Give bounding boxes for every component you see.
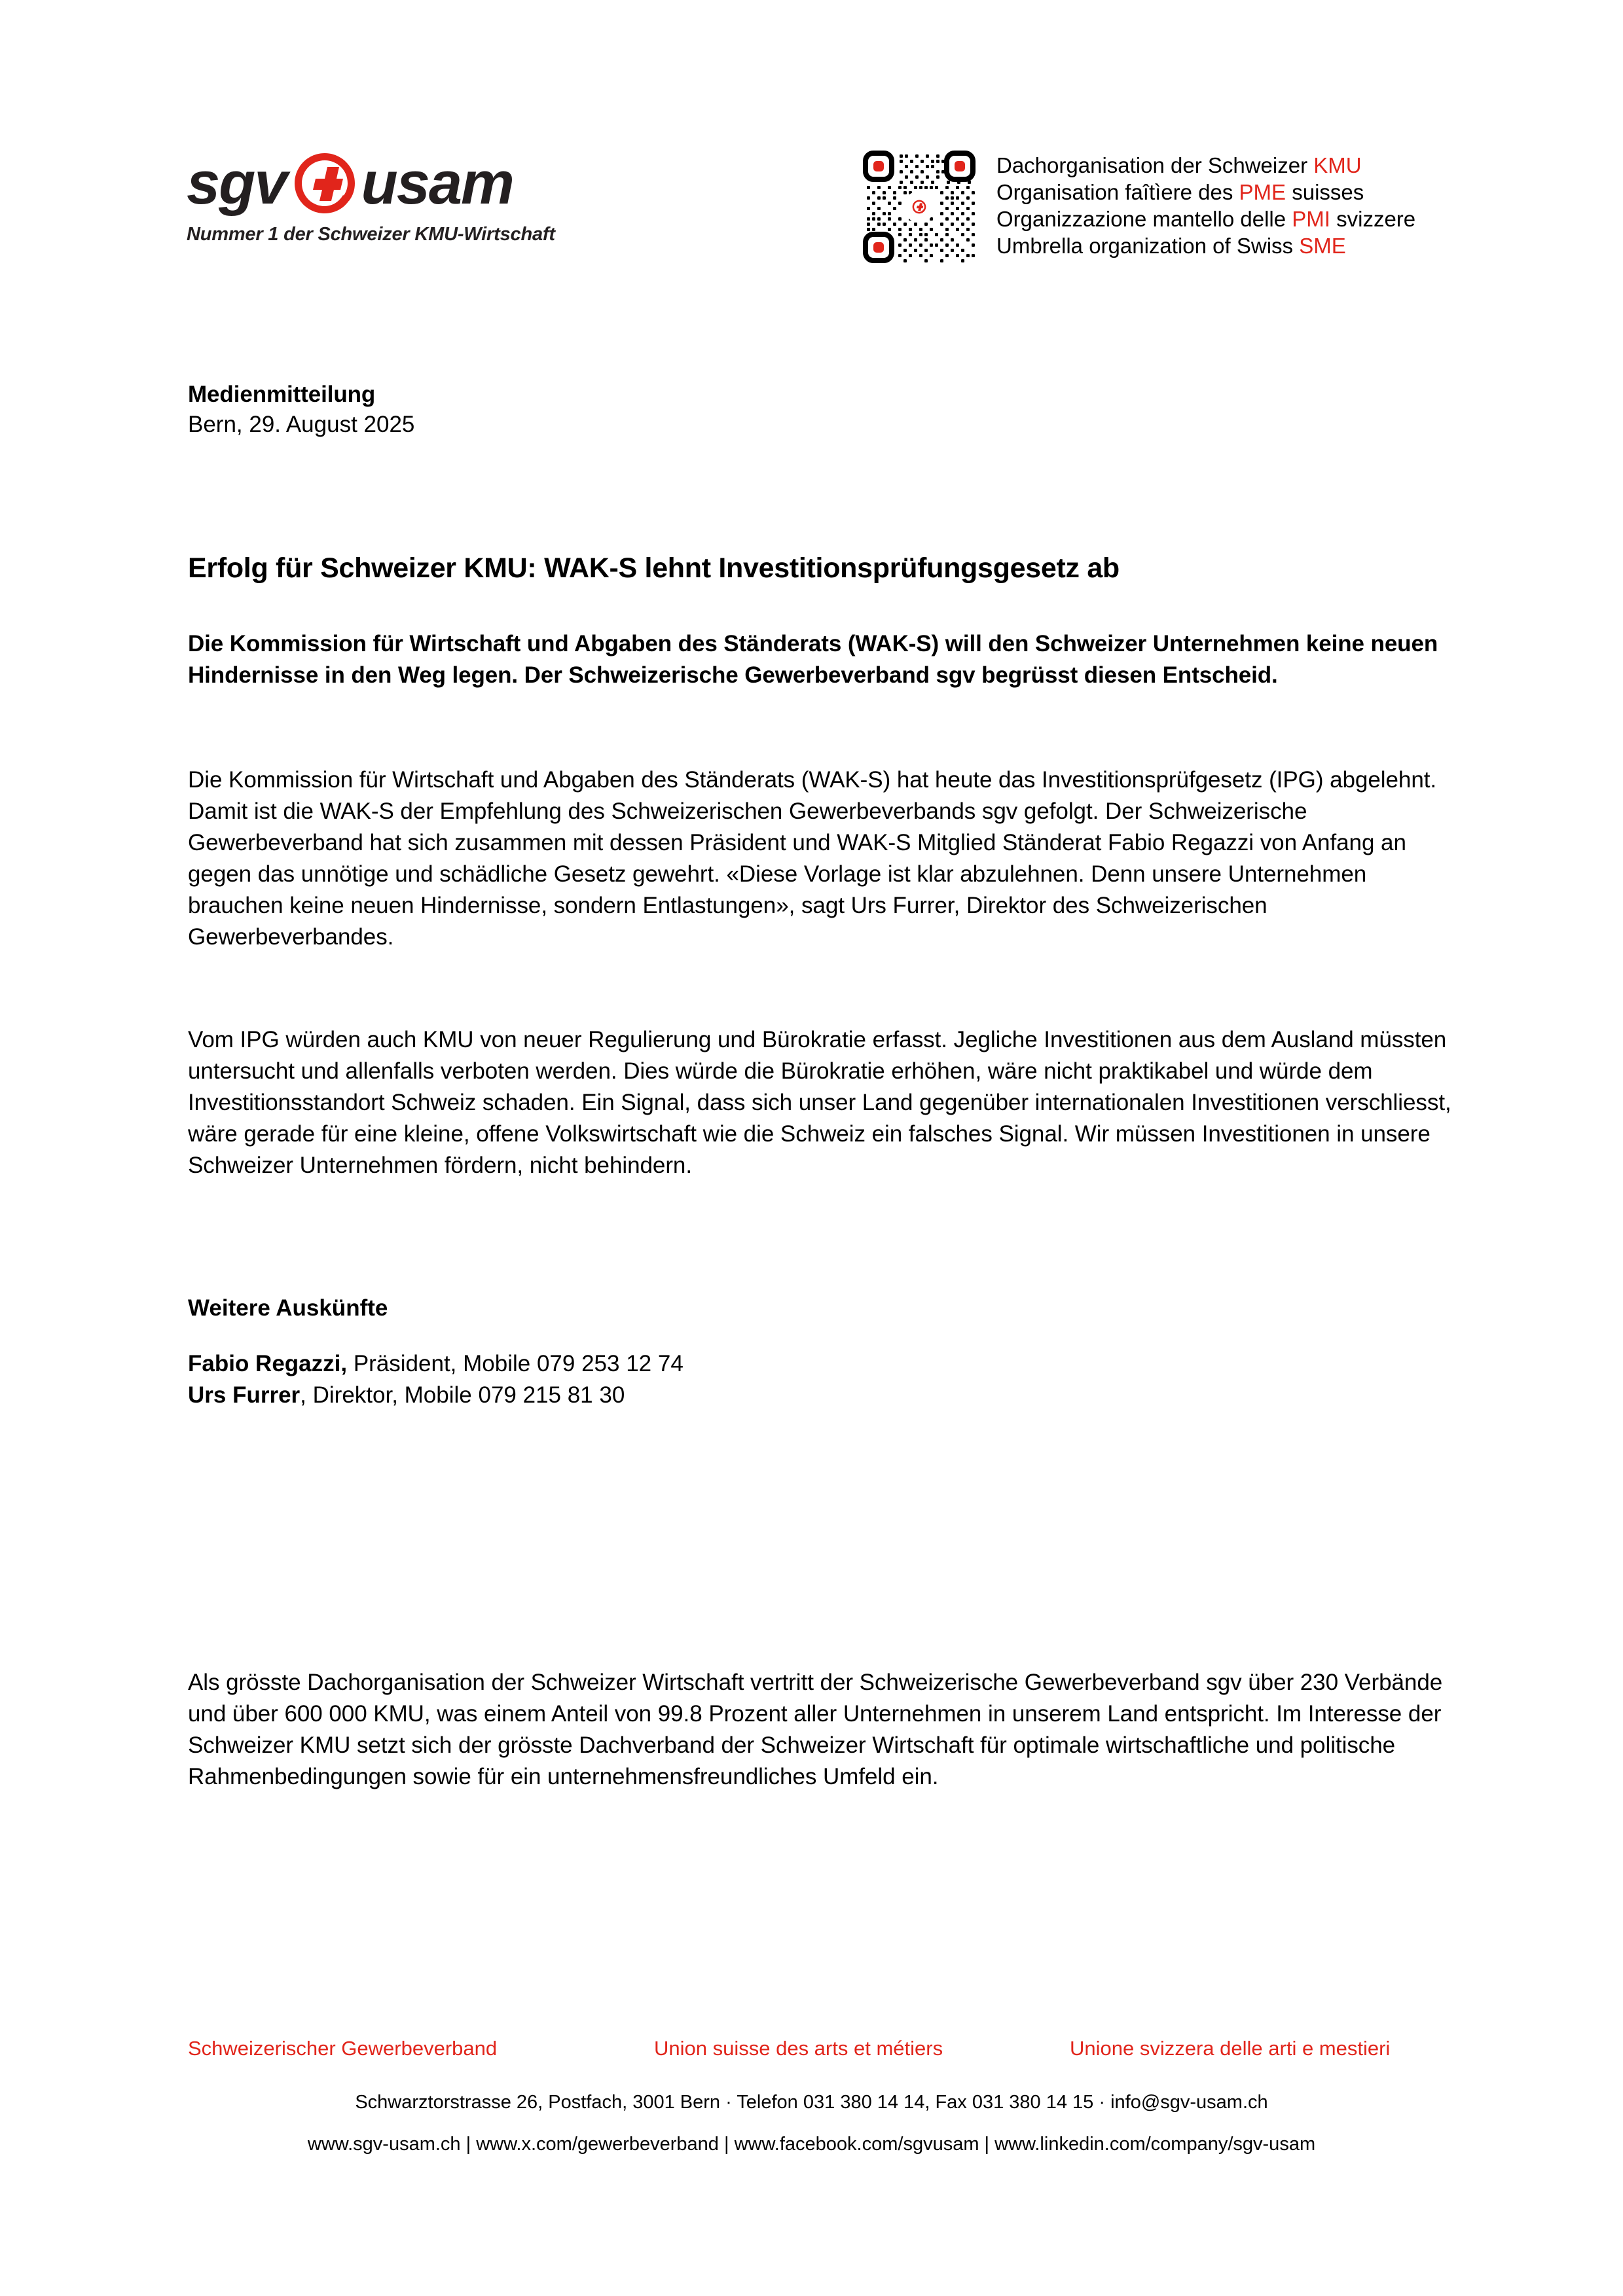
claim-line-it <box>996 206 1415 232</box>
claim-highlight-it: PMI <box>1292 207 1330 231</box>
claim-line-fr <box>996 179 1415 206</box>
logo-wordmark <box>187 152 593 215</box>
header-claim-block <box>863 149 1415 263</box>
claim-text-it: Organizzazione mantello delle <box>996 207 1292 231</box>
boilerplate-paragraph: Als grösste Dachorganisation der Schweizer Wirtschaft vertritt der Schweizerische Gewerbeverband sgv über 230 Verbände und über 600 000 KMU, was einem Anteil von 99.8 Prozent aller Unternehmen in unserem Land entspricht. Im Interesse der Schweizer KMU setzt sich der grösste Dachverband der Schweizer Wirtschaft für optimale wirtschaftliche und politische Rahmenbedingungen sowie für ein unternehmensfreundliches Umfeld ein. <box>188 1670 1443 1789</box>
sgv-circle-cross-icon <box>291 149 359 217</box>
footer-links-line[interactable]: www.sgv-usam.ch | www.x.com/gewerbeverband | www.facebook.com/sgvusam | www.linkedin.com/company/sgv-usam <box>307 2134 1316 2155</box>
contact-name-1: Fabio Regazzi, <box>188 1351 348 1376</box>
lead-paragraph: Die Kommission für Wirtschaft und Abgaben des Ständerats (WAK-S) will den Schweizer Unternehmen keine neuen Hindernisse in den Weg legen. Der Schweizerische Gewerbeverband sgv begrüsst diesen Entscheid. <box>188 631 1438 688</box>
claim-highlight-en: SME <box>1299 234 1346 258</box>
contact-person-1 <box>188 1348 684 1380</box>
claim-text-en: Umbrella organization of Swiss <box>996 234 1300 258</box>
qr-code-icon <box>863 151 976 263</box>
claim-highlight-fr: PME <box>1239 180 1286 204</box>
contact-details-1: Präsident, Mobile 079 253 12 74 <box>347 1351 684 1376</box>
claim-highlight-de: KMU <box>1313 153 1362 177</box>
claim-line-en <box>996 232 1415 259</box>
logo-text-sgv: sgv <box>187 150 287 217</box>
claim-suffix-it: svizzere <box>1330 207 1416 231</box>
body-paragraph-1: Die Kommission für Wirtschaft und Abgaben des Ständerats (WAK-S) hat heute das Investitionsprüfgesetz (IPG) abgelehnt. Damit ist die WAK-S der Empfehlung des Schweizerischen Gewerbeverbands sgv gefolgt. Der Schweizerische Gewerbeverband hat sich zusammen mit dessen Präsident und WAK-S Mitglied Ständerat Fabio Regazzi von Anfang an gegen das unnötige und schädliche Gesetz gewehrt. «Diese Vorlage ist klar abzulehnen. Denn unsere Unternehmen brauchen keine neuen Hindernisse, sondern Entlastungen», sagt Urs Furrer, Direktor des Schweizerischen Gewerbeverbandes. <box>188 767 1437 950</box>
footer-address-line: Schwarztorstrasse 26, Postfach, 3001 Bern · Telefon 031 380 14 14, Fax 031 380 14 15 · info@sgv-usam.ch <box>355 2092 1268 2113</box>
claim-text-de: Dachorganisation der Schweizer <box>996 153 1314 177</box>
footer-organization-names <box>188 2036 1461 2067</box>
contacts-heading: Weitere Auskünfte <box>188 1295 388 1321</box>
logo-tagline: Nummer 1 der Schweizer KMU-Wirtschaft <box>187 224 555 245</box>
document-type-label: Medienmitteilung <box>188 382 376 407</box>
page-footer <box>0 2036 1623 2157</box>
multilingual-claims <box>996 149 1415 259</box>
footer-org-it: Unione svizzera delle arti e mestieri <box>1070 2037 1391 2060</box>
place-and-date: Bern, 29. August 2025 <box>188 412 415 437</box>
claim-suffix-fr: suisses <box>1286 180 1364 204</box>
body-paragraph-2: Vom IPG würden auch KMU von neuer Regulierung und Bürokratie erfasst. Jegliche Investitionen aus dem Ausland müssten untersucht und allenfalls verboten werden. Dies würde die Bürokratie erhöhen, wäre nicht praktikabel und würde dem Investitionsstandort Schweiz schaden. Ein Signal, dass sich unser Land gegenüber internationalen Investitionen verschliesst, wäre gerade für eine kleine, offene Volkswirtschaft wie die Schweiz ein falsches Signal. Wir müssen Investitionen in unsere Schweizer Unternehmen fördern, nicht behindern. <box>188 1027 1451 1178</box>
claim-text-fr: Organisation faîtìere des <box>996 180 1239 204</box>
page-title: Erfolg für Schweizer KMU: WAK-S lehnt Investitionsprüfungsgesetz ab <box>188 552 1120 584</box>
contact-details-2: , Direktor, Mobile 079 215 81 30 <box>300 1382 625 1408</box>
footer-org-fr: Union suisse des arts et métiers <box>654 2037 943 2060</box>
page-header <box>0 0 1623 308</box>
logo-text-usam: usam <box>361 150 513 217</box>
sgv-usam-logo <box>187 152 593 245</box>
claim-line-de <box>996 152 1415 179</box>
contact-name-2: Urs Furrer <box>188 1382 301 1408</box>
contact-person-2 <box>188 1380 625 1411</box>
footer-org-de: Schweizerischer Gewerbeverband <box>188 2037 498 2060</box>
